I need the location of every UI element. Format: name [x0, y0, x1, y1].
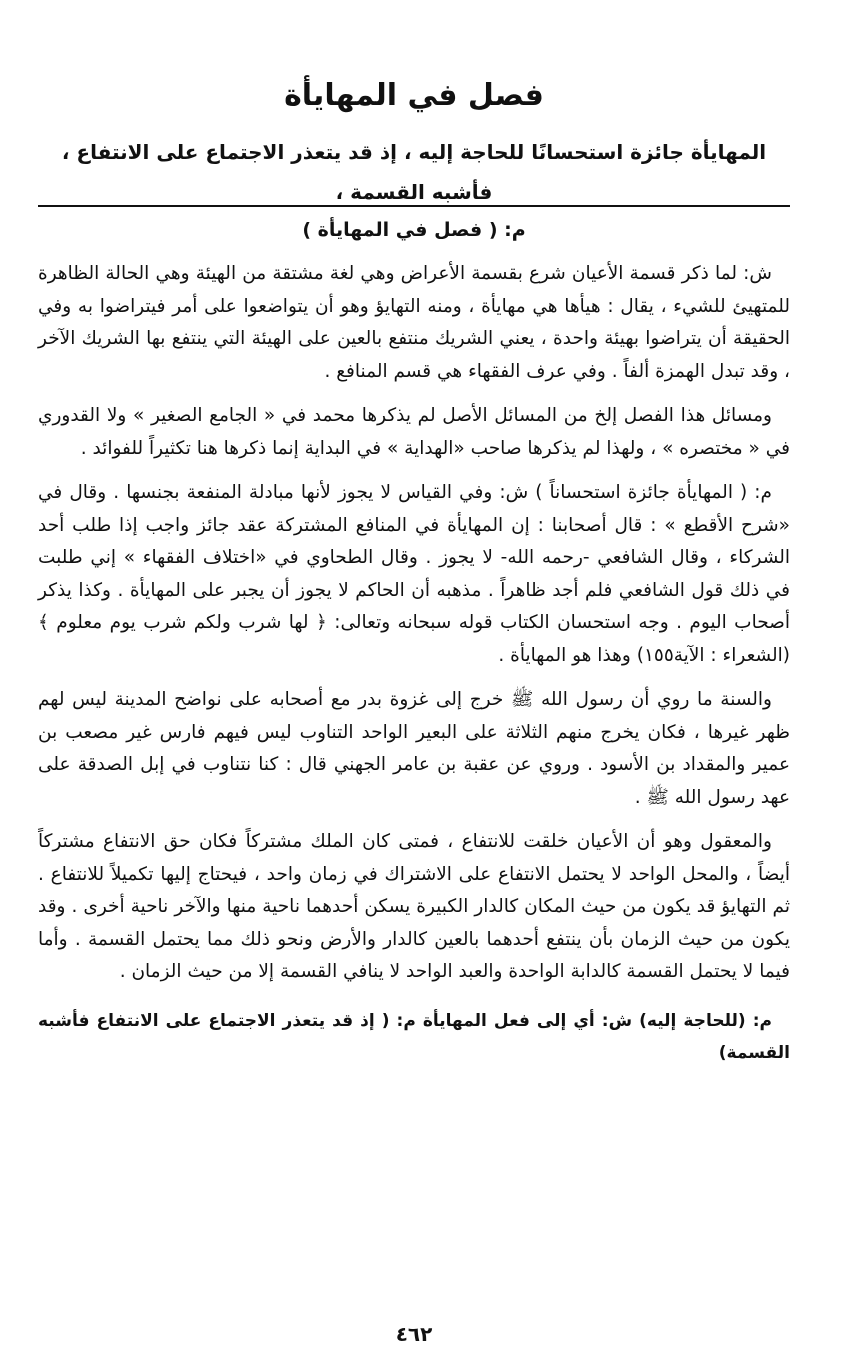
commentary-body [38, 258, 790, 1082]
paragraph: م: (للحاجة إليه) ش: أي إلى فعل المهايأة م: ( إذ قد يتعذر الاجتماع على الانتفاع فأشبه القسمة) [38, 1010, 790, 1063]
matn-text: المهايأة جائزة استحسانًا للحاجة إليه ، إذ قد يتعذر الاجتماع على الانتفاع ، فأشبه القسمة ، [61, 140, 767, 204]
paragraph: ش: لما ذكر قسمة الأعيان شرع بقسمة الأعراض وهي لغة مشتقة من الهيئة وهي الحالة الظاهرة للمتهيئ للشيء ، يقال : هيأها هي مهايأة ، ومنه التهايؤ وهو أن يتواضعوا على أمر فيتراضوا به وفي الحقيقة أن يتراضوا بهيئة واحدة ، يعني الشريك منتفع بالعين على الهيئة التي ينتفع بها الشريك الآخر ، وقد تبدل الهمزة ألفاً . وفي عرف الفقهاء هي قسم المنافع . [38, 263, 790, 382]
paragraph: والمعقول وهو أن الأعيان خلقت للانتفاع ، فمتى كان الملك مشتركاً فكان حق الانتفاع مشتركاً أيضاً ، والمحل الواحد لا يحتمل الانتفاع على الاشتراك في زمان واحد ، فيحتاج إليها تكميلاً للانتفاع . ثم التهايؤ قد يكون من حيث المكان كالدار الكبيرة يسكن أحدهما ناحية منها والآخر ناحية أخرى . وقد يكون من حيث الزمان بأن ينتفع أحدهما بالعين كالدار والأرض ونحو ذلك مما يحتمل القسمة . وأما فيما لا يحتمل القسمة كالدابة الواحدة والعبد الواحد لا ينافي القسمة إلا من حيث الزمان . [38, 831, 790, 982]
chapter-title: فصل في المهايأة [284, 78, 544, 113]
paragraph: والسنة ما روي أن رسول الله ﷺ خرج إلى غزوة بدر مع أصحابه على نواضح المدينة ليس لهم ظهر غيرها ، فكان يخرج منهم الثلاثة على البعير الواحد التناوب ليس فيهم فارس غير مصعب بن عمير والمقداد بن الأسود . وروي عن عقبة بن عامر الجهني قال : كنا نتناوب في إبل الصدقة على عهد رسول الله ﷺ . [38, 689, 790, 808]
paragraph: م: ( المهايأة جائزة استحساناً ) ش: وفي القياس لا يجوز لأنها مبادلة المنفعة بجنسها . وقال في «شرح الأقطع » : قال أصحابنا : إن المهايأة في المنافع المشتركة عقد جائز واجب إذا طلب أحد الشركاء ، وقال الشافعي -رحمه الله- لا يجوز . وقال الطحاوي في «اختلاف الفقهاء » إني طلبت في ذلك قول الشافعي فلم أجد ظاهراً . مذهبه أن الحاكم لا يجوز أن يجبر على المهايأة . وكذا يذكر أصحاب اليوم . وجه استحسان الكتاب قوله سبحانه وتعالى: ﴿ لها شرب ولكم شرب يوم معلوم ﴾ (الشعراء : الآية١٥٥) وهذا هو المهايأة . [38, 482, 790, 666]
page-number: ٤٦٢ [395, 1322, 433, 1346]
divider-line [38, 205, 790, 207]
document-page [38, 0, 790, 1372]
section-label: م: ( فصل في المهايأة ) [302, 219, 526, 241]
paragraph: ومسائل هذا الفصل إلخ من المسائل الأصل لم يذكرها محمد في « الجامع الصغير » ولا القدوري في « مختصره » ، ولهذا لم يذكرها صاحب «الهداية » في البداية إنما ذكرها هنا تكثيراً للفوائد . [38, 405, 790, 459]
